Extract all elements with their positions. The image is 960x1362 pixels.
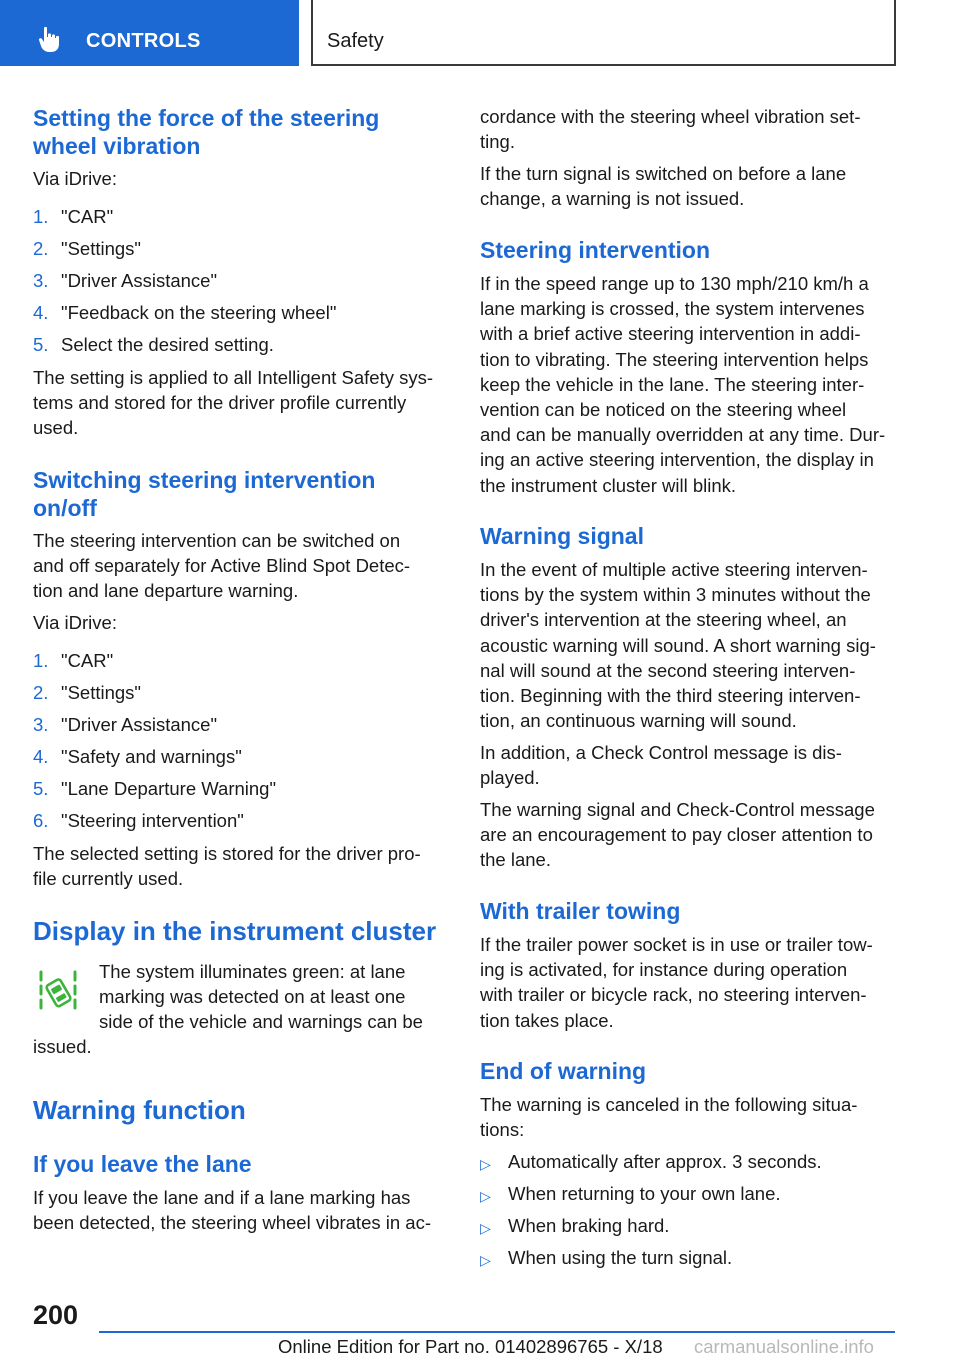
paragraph-encouragement: The warning signal and Check-Control message are an encouragement to pay closer attention to the lane.	[480, 799, 875, 871]
footer-divider	[99, 1331, 895, 1333]
bullet-triangle-icon: ▷	[480, 1156, 491, 1172]
section-tab-controls[interactable]	[0, 0, 299, 66]
paragraph-trailer-towing: If the trailer power socket is in use or trailer tow- ing is activated, for instance during operation with trailer or bicycle rack, no steering interven- tion takes place.	[480, 934, 873, 1031]
paragraph-warning-signal: In the event of multiple active steering interven- tions by the system within 3 minutes without the driver's intervention at the steering wheel, an acoustic warning will sound. A short warning sig- nal will sound at the second steering interven- tion. Beginning with the third steering interven- tion, an continuous warning will sound.	[480, 559, 876, 732]
heading-warning-signal: Warning signal	[480, 523, 644, 549]
paragraph-check-control: In addition, a Check Control message is dis- played.	[480, 742, 842, 789]
paragraph-display-line-4: issued.	[33, 1036, 92, 1057]
paragraph-display-line-2: marking was detected on at least one	[99, 986, 406, 1007]
paragraph-display-line-1: The system illuminates green: at lane	[99, 961, 406, 982]
chapter-tab-label: Safety	[327, 30, 384, 52]
paragraph-turn-signal: If the turn signal is switched on before a lane change, a warning is not issued.	[480, 163, 847, 210]
paragraph-switch-intervention: The steering intervention can be switched on and off separately for Active Blind Spot Detec- tion and lane departure warning.	[33, 530, 411, 602]
heading-switch-intervention: Switching steering intervention on/off	[33, 467, 376, 521]
section-tab-label: CONTROLS	[86, 30, 201, 52]
lane-departure-indicator-icon	[38, 964, 78, 1018]
heading-leave-lane: If you leave the lane	[33, 1151, 252, 1177]
via-idrive-label: Via iDrive:	[33, 612, 117, 633]
heading-display-cluster: Display in the instrument cluster	[33, 916, 437, 946]
paragraph-display-line-3: side of the vehicle and warnings can be	[99, 1011, 423, 1032]
heading-warning-function: Warning function	[33, 1095, 246, 1125]
bullet-triangle-icon: ▷	[480, 1220, 491, 1236]
footer-watermark: carmanualsonline.info	[694, 1336, 874, 1357]
footer-edition: Online Edition for Part no. 01402896765 - X/18	[278, 1336, 663, 1357]
paragraph-setting-stored: The selected setting is stored for the driver pro- file currently used.	[33, 843, 421, 890]
heading-steering-intervention: Steering intervention	[480, 237, 711, 263]
paragraph-setting-applied: The setting is applied to all Intelligent Safety sys- tems and stored for the driver profile currently used.	[33, 367, 434, 439]
chapter-tab-safety[interactable]	[311, 0, 896, 66]
paragraph-continued: cordance with the steering wheel vibration set- ting.	[480, 106, 861, 153]
pointing-hand-icon	[38, 26, 66, 54]
page-number: 200	[33, 1300, 79, 1330]
heading-trailer-towing: With trailer towing	[480, 898, 681, 924]
bullet-triangle-icon: ▷	[480, 1188, 491, 1204]
page-header	[0, 0, 960, 66]
paragraph-leave-lane: If you leave the lane and if a lane marking has been detected, the steering wheel vibrates in ac-	[33, 1187, 431, 1234]
paragraph-end-of-warning: The warning is canceled in the following situa- tions:	[480, 1094, 858, 1141]
heading-vibration-force: Setting the force of the steering wheel vibration	[33, 105, 380, 159]
heading-end-of-warning: End of warning	[480, 1058, 647, 1084]
bullet-triangle-icon: ▷	[480, 1252, 491, 1268]
via-idrive-label: Via iDrive:	[33, 168, 117, 189]
paragraph-steering-intervention: If in the speed range up to 130 mph/210 km/h a lane marking is crossed, the system intervenes with a brief active steering intervention in addi- tion to vibrating. The steering intervention helps keep the vehicle in the lane. The steering inter- vention can be noticed on the steering wheel and can be manually overridden at any time. Dur- ing an active steering intervention, the display in the instrument cluster will blink.	[480, 273, 886, 496]
